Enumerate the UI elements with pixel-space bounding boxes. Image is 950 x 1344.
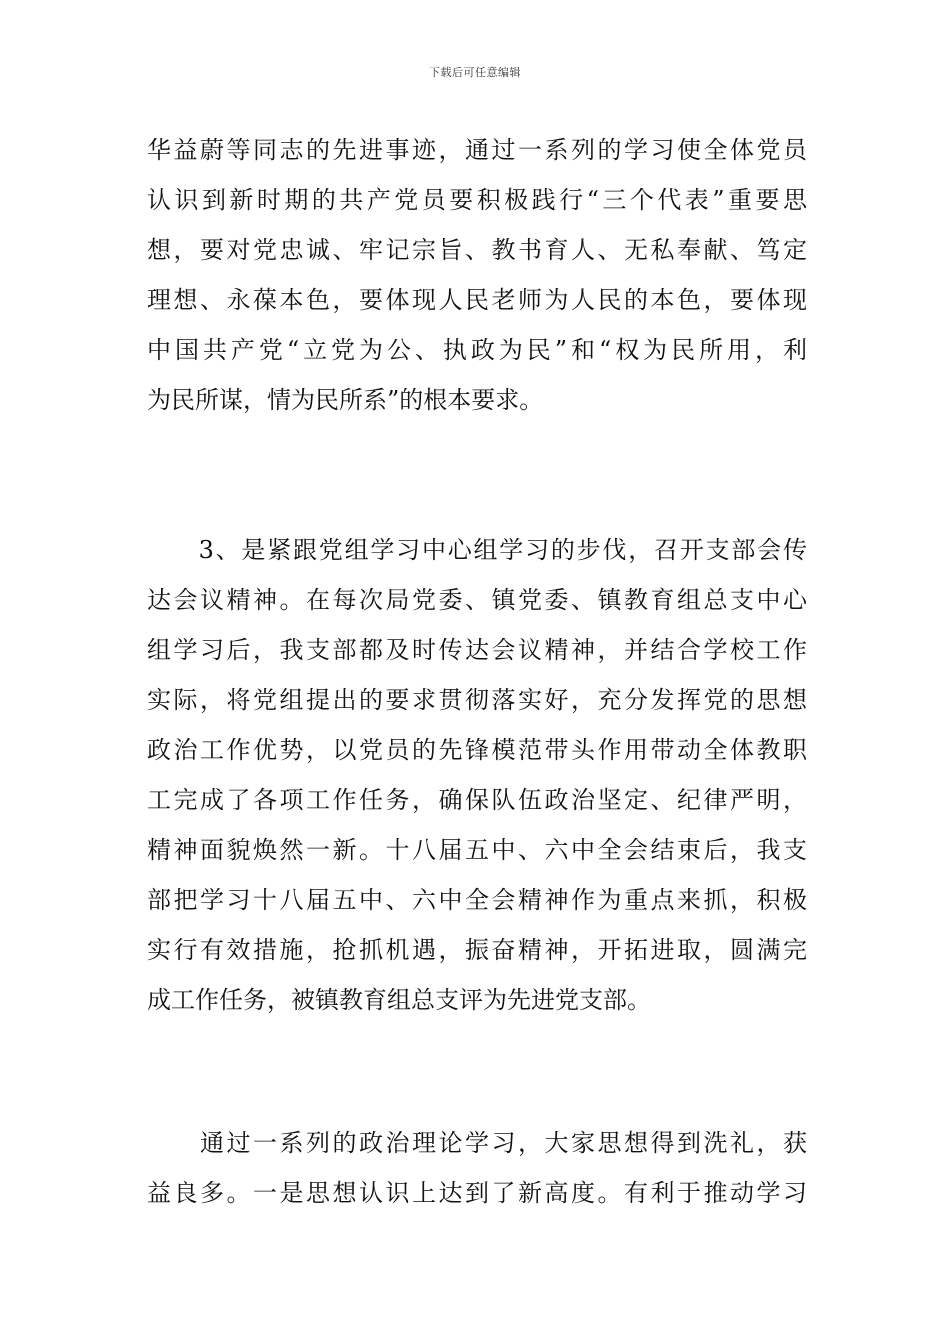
page-header: 下载后可任意编辑 bbox=[429, 66, 521, 79]
text-line: 达会议精神。在每次局党委、镇党委、镇教育组总支中心 bbox=[147, 586, 807, 614]
text-line: 理想、永葆本色，要体现人民老师为人民的本色，要体现 bbox=[147, 286, 807, 314]
text-line: 认识到新时期的共产党员要积极践行“三个代表”重要思 bbox=[147, 186, 807, 214]
text-line: 华益蔚等同志的先进事迹，通过一系列的学习使全体党员 bbox=[147, 136, 807, 164]
text-line: 成工作任务，被镇教育组总支评为先进党支部。 bbox=[147, 986, 651, 1014]
text-line: 中国共产党“立党为公、执政为民”和“权为民所用，利 bbox=[147, 336, 807, 364]
paragraph-1 bbox=[147, 125, 807, 425]
paragraph-3 bbox=[147, 1118, 807, 1218]
text-line: 组学习后，我支部都及时传达会议精神，并结合学校工作 bbox=[147, 636, 807, 664]
text-line: 部把学习十八届五中、六中全会精神作为重点来抓，积极 bbox=[147, 886, 807, 914]
text-line: 通过一系列的政治理论学习，大家思想得到洗礼，获 bbox=[147, 1129, 807, 1157]
text-line: 精神面貌焕然一新。十八届五中、六中全会结束后，我支 bbox=[147, 836, 807, 864]
text-line: 政治工作优势，以党员的先锋模范带头作用带动全体教职 bbox=[147, 736, 807, 764]
text-line: 益良多。一是思想认识上达到了新高度。有利于推动学习 bbox=[147, 1179, 807, 1207]
text-line: 想，要对党忠诚、牢记宗旨、教书育人、无私奉献、笃定 bbox=[147, 236, 807, 264]
text-line: 工完成了各项工作任务，确保队伍政治坚定、纪律严明， bbox=[147, 786, 807, 814]
text-line: 实际，将党组提出的要求贯彻落实好，充分发挥党的思想 bbox=[147, 686, 807, 714]
text-line: 实行有效措施，抢抓机遇，振奋精神，开拓进取，圆满完 bbox=[147, 936, 807, 964]
text-line: 为民所谋，情为民所系”的根本要求。 bbox=[147, 386, 544, 414]
text-line: 3、是紧跟党组学习中心组学习的步伐，召开支部会传 bbox=[147, 536, 807, 564]
paragraph-2 bbox=[147, 525, 807, 1025]
